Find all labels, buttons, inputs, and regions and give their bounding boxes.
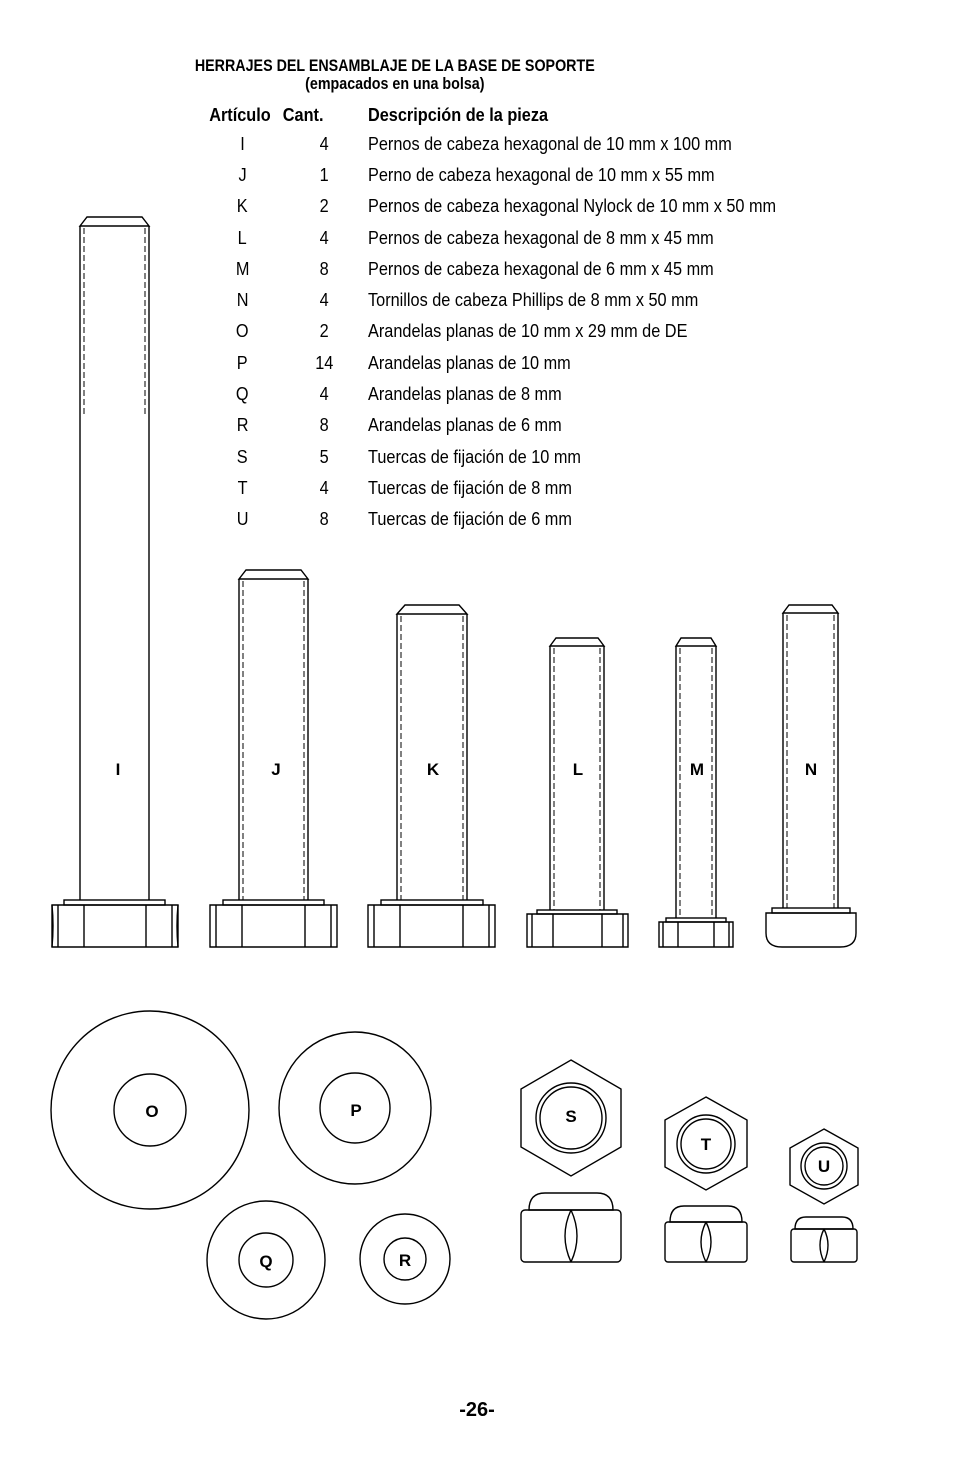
row-item: S [237, 445, 248, 467]
row-item: P [237, 351, 248, 373]
row-item: I [240, 132, 245, 154]
label-bolt-k: K [426, 760, 440, 779]
bolt-l-drawing [527, 638, 628, 947]
label-bolt-i: I [115, 760, 121, 779]
header-desc: Descripción de la pieza [368, 103, 549, 125]
row-item: J [238, 163, 247, 185]
row-qty: 4 [319, 226, 329, 248]
row-item: K [237, 195, 248, 217]
row-item: Q [236, 383, 249, 405]
row-qty: 14 [314, 351, 334, 373]
row-qty: 8 [319, 257, 329, 279]
nut-s-drawing [521, 1060, 621, 1262]
row-desc: Pernos de cabeza hexagonal de 6 mm x 45 mm [368, 257, 714, 279]
label-bolt-j: J [271, 760, 281, 779]
label-nut-u: U [817, 1157, 831, 1176]
row-qty: 4 [319, 383, 329, 405]
label-washer-o: O [145, 1102, 159, 1121]
row-item: T [237, 476, 248, 498]
row-qty: 2 [319, 195, 329, 217]
row-desc: Tuercas de fijación de 10 mm [368, 445, 581, 467]
page-number: -26- [459, 1399, 495, 1421]
row-item: M [235, 257, 250, 279]
row-desc: Arandelas planas de 10 mm x 29 mm de DE [368, 320, 688, 342]
header-item: Artículo [209, 103, 271, 125]
label-screw-n: N [804, 760, 818, 779]
header-qty: Cant. [282, 103, 324, 125]
bolt-j-drawing [210, 570, 337, 947]
bolt-i-drawing [52, 217, 178, 947]
row-desc: Pernos de cabeza hexagonal Nylock de 10 mm x 50 mm [368, 195, 777, 217]
row-item: O [236, 320, 249, 342]
label-washer-q: Q [259, 1252, 273, 1271]
row-qty: 1 [319, 163, 329, 185]
row-desc: Arandelas planas de 6 mm [368, 414, 562, 436]
row-desc: Tuercas de fijación de 6 mm [368, 508, 572, 530]
row-qty: 8 [319, 508, 329, 530]
row-qty: 2 [319, 320, 329, 342]
title-main: HERRAJES DEL ENSAMBLAJE DE LA BASE DE SOPORTE [194, 56, 595, 75]
nut-t-drawing [665, 1097, 747, 1262]
nut-u-drawing [790, 1129, 858, 1262]
label-nut-t: T [700, 1135, 712, 1154]
row-item: N [236, 289, 249, 311]
label-washer-r: R [398, 1251, 412, 1270]
row-desc: Perno de cabeza hexagonal de 10 mm x 55 mm [368, 163, 715, 185]
row-qty: 8 [319, 414, 329, 436]
label-nut-s: S [565, 1107, 577, 1126]
row-item: R [236, 414, 249, 436]
row-qty: 4 [319, 132, 329, 154]
bolt-m-drawing [659, 638, 733, 947]
row-item: U [236, 508, 249, 530]
row-qty: 4 [319, 476, 329, 498]
row-desc: Arandelas planas de 8 mm [368, 383, 562, 405]
row-desc: Pernos de cabeza hexagonal de 8 mm x 45 mm [368, 226, 714, 248]
row-desc: Tuercas de fijación de 8 mm [368, 476, 572, 498]
row-desc: Pernos de cabeza hexagonal de 10 mm x 100 mm [368, 132, 732, 154]
row-item: L [237, 226, 248, 248]
label-bolt-l: L [572, 760, 584, 779]
row-desc: Tornillos de cabeza Phillips de 8 mm x 50 mm [368, 289, 699, 311]
row-desc: Arandelas planas de 10 mm [368, 351, 571, 373]
row-qty: 4 [319, 289, 329, 311]
title-subtitle: (empacados en una bolsa) [305, 74, 485, 93]
label-washer-p: P [350, 1101, 362, 1120]
label-bolt-m: M [689, 760, 705, 779]
row-qty: 5 [319, 445, 329, 467]
